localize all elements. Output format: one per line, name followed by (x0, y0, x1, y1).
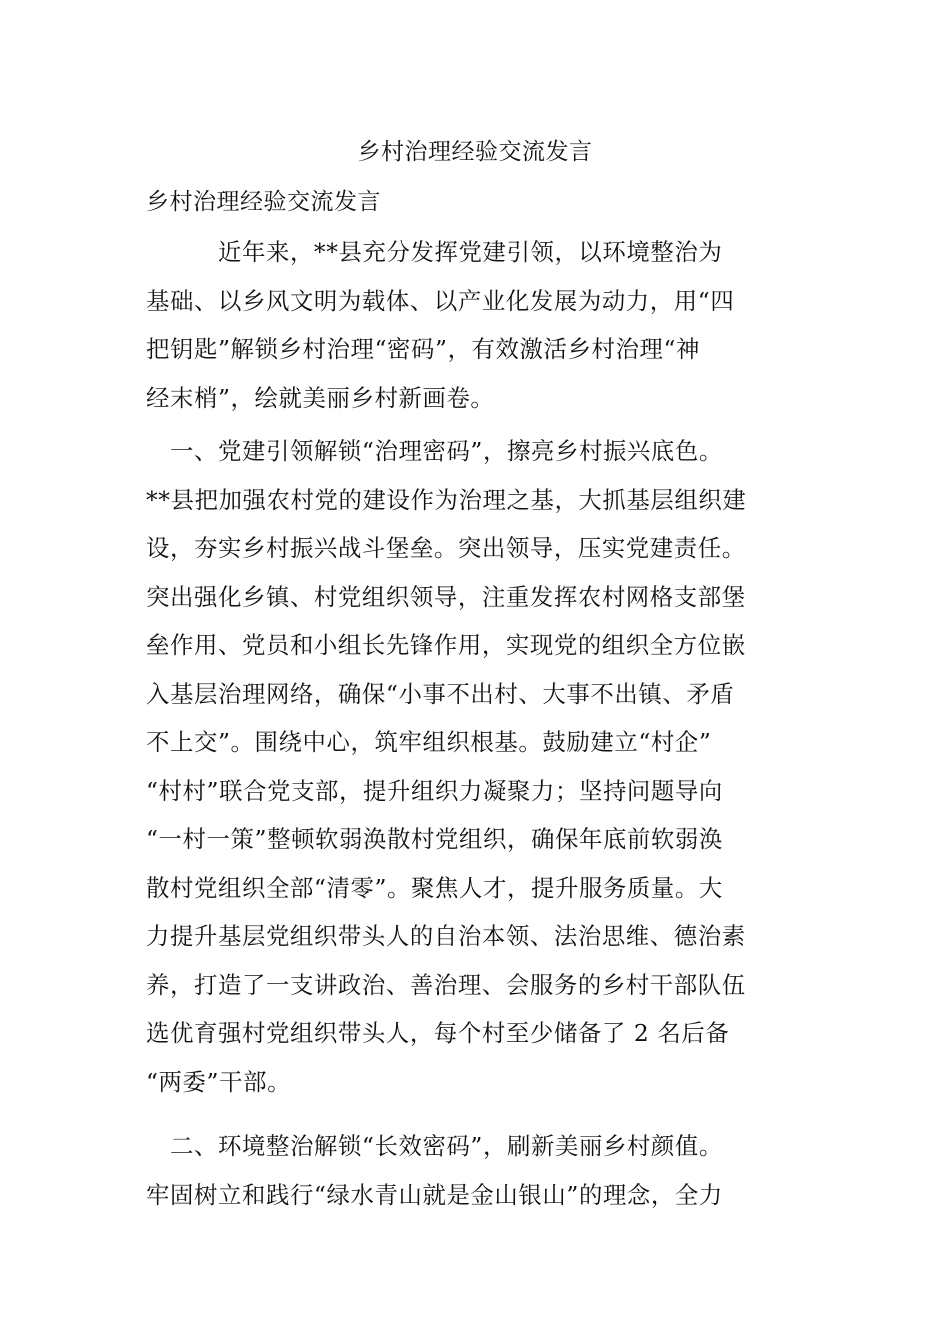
document-title: 乡村治理经验交流发言 (357, 139, 593, 165)
paragraph-line: 近年来，**县充分发挥党建引领，以环境整治为 (146, 238, 723, 266)
paragraph-line: 经末梢”，绘就美丽乡村新画卷。 (146, 383, 495, 412)
paragraph-line: 突出强化乡镇、村党组织领导，注重发挥农村网格支部堡 (146, 582, 746, 611)
paragraph-line: 基础、以乡风文明为载体、以产业化发展为动力，用“四 (146, 286, 735, 315)
paragraph-line: “村村”联合党支部，提升组织力凝聚力；坚持问题导向 (146, 776, 723, 805)
paragraph-section-two (146, 1122, 810, 1219)
document-subtitle: 乡村治理经验交流发言 (146, 189, 381, 215)
paragraph-line: 一、党建引领解锁“治理密码”，擦亮乡村振兴底色。 (146, 437, 723, 465)
paragraph-line: “一村一策”整顿软弱涣散村党组织，确保年底前软弱涣 (146, 825, 723, 853)
paragraph-line: 把钥匙”解锁乡村治理“密码”，有效激活乡村治理“神 (146, 335, 701, 363)
paragraph-line: 不上交”。围绕中心，筑牢组织根基。鼓励建立“村企” (146, 728, 712, 756)
paragraph-line: “两委”干部。 (146, 1067, 292, 1096)
paragraph-line: 牢固树立和践行“绿水青山就是金山银山”的理念，全力 (146, 1180, 723, 1209)
paragraph-line: 入基层治理网络，确保“小事不出村、大事不出镇、矛盾 (146, 679, 735, 708)
paragraph-section-one (146, 427, 810, 1106)
paragraph-line: **县把加强农村党的建设作为治理之基，大抓基层组织建 (146, 485, 747, 514)
paragraph-line: 力提升基层党组织带头人的自治本领、法治思维、德治素 (146, 922, 746, 950)
paragraph-line: 养，打造了一支讲政治、善治理、会服务的乡村干部队伍 (146, 970, 746, 999)
paragraph-line: 散村党组织全部“清零”。聚焦人才，提升服务质量。大 (146, 873, 723, 902)
paragraph-intro (146, 228, 810, 422)
paragraph-line: 垒作用、党员和小组长先锋作用，实现党的组织全方位嵌 (146, 631, 746, 659)
paragraph-line: 二、环境整治解锁“长效密码”，刷新美丽乡村颜值。 (146, 1132, 723, 1160)
paragraph-line: 设，夯实乡村振兴战斗堡垒。突出领导，压实党建责任。 (146, 534, 746, 562)
paragraph-line: 选优育强村党组织带头人，每个村至少储备了 2 名后备 (146, 1019, 730, 1047)
